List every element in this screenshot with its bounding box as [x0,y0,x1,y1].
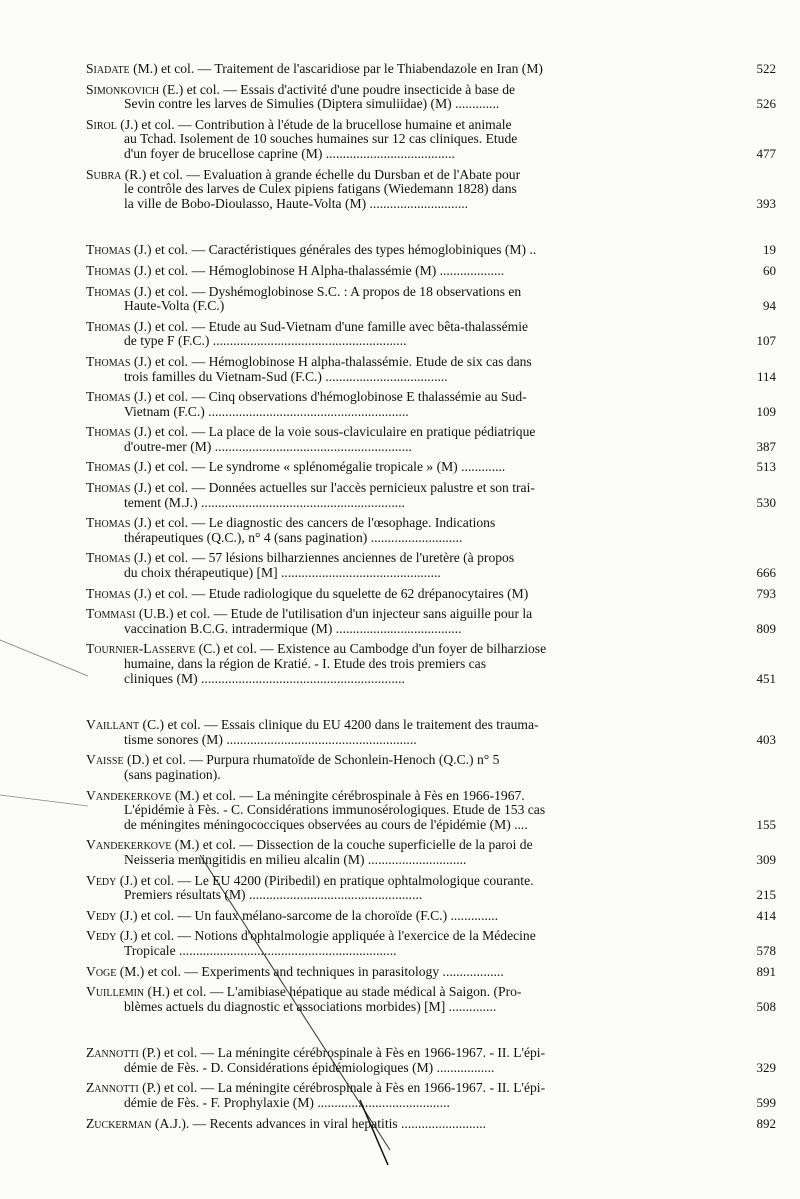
entry-first-line [86,425,638,440]
index-entry [86,243,776,258]
entry-title: (C.) et col. — Essais clinique du EU 4200 dans le traitement des trauma- [139,717,539,733]
entry-title: (C.) et col. — Existence au Cambodge d'un foyer de bilharziose [195,641,547,657]
entry-page-number: 599 [756,1095,776,1111]
entry-title: (P.) et col. — La méningite cérébrospinale à Fès en 1966-1967. - II. L'épi- [138,1045,546,1061]
entry-page-number: 109 [756,403,776,419]
entry-page-number: 387 [756,438,776,454]
entry-text [86,1046,638,1075]
scan-scratch-line [0,795,88,806]
entry-continuation-line: la ville de Bobo-Dioulasso, Haute-Volta (M) ............................. [124,195,469,211]
entry-first-line [86,551,638,566]
index-entry [86,985,776,1014]
index-entry [86,551,776,580]
entry-page-number: 155 [756,816,776,832]
entry-first-line [86,390,638,405]
entry-first-line [86,83,638,98]
entry-text [86,481,638,510]
entry-author: Thomas [86,585,131,601]
index-entry [86,355,776,384]
entry-title: (J.) et col. — Hémoglobinose H Alpha-thalassémie (M) ................... [130,262,505,278]
entry-continuation-line: d'outre-mer (M) .......................................................... [124,438,412,454]
scan-scratch-line [0,640,88,676]
section-gap [86,692,776,718]
entry-author: Thomas [86,459,131,475]
entry-first-line [86,481,638,496]
index-entry [86,607,776,636]
entry-author: Sirol [86,116,117,132]
entry-title: (A.J.). — Recents advances in viral hepatitis ......................... [151,1115,487,1131]
entry-text [86,83,638,112]
index-entry [86,587,776,602]
index-entry [86,1046,776,1075]
entry-continuation-line: tement (M.J.) ............................................................ [124,494,405,510]
entry-first-line [86,516,638,531]
entry-author: Vedy [86,872,117,888]
entry-text [86,753,638,782]
entry-first-line [86,355,638,370]
entry-author: Thomas [86,550,131,566]
entry-page-number: 403 [756,731,776,747]
index-entry [86,753,776,782]
entry-first-line [86,168,638,183]
entry-author: Thomas [86,424,131,440]
entry-author: Thomas [86,283,131,299]
entry-author: Voge [86,963,117,979]
index-entry [86,1117,776,1132]
entry-first-line [86,642,638,657]
entry-first-line [86,838,638,853]
entry-first-line [86,753,638,768]
entry-text [86,642,638,686]
entry-title: (J.) et col. — Le diagnostic des cancers de l'œsophage. Indications [130,515,496,531]
entry-first-line [86,285,638,300]
entry-page-number: 526 [756,96,776,112]
index-entry [86,320,776,349]
entry-first-line [86,874,638,889]
entry-first-line [86,929,638,944]
entry-continuation-line: trois familles du Vietnam-Sud (F.C.) .................................... [124,368,448,384]
entry-author: Vandekerkove [86,837,172,853]
entry-first-line [86,965,638,980]
entry-text [86,587,638,602]
entry-page-number: 451 [756,670,776,686]
entry-author: Vedy [86,907,117,923]
entry-title: (J.) et col. — Notions d'ophtalmologie appliquée à l'exercice de la Médecine [116,928,536,944]
entry-title: (J.) et col. — Caractéristiques générales des types hémoglobiniques (M) .. [130,242,537,258]
entry-page-number: 215 [756,887,776,903]
entry-author: Vaisse [86,752,124,768]
entry-author: Thomas [86,262,131,278]
entry-page-number: 477 [756,145,776,161]
entry-title: (M.) et col. — Traitement de l'ascaridiose par le Thiabendazole en Iran (M) [129,61,543,76]
index-entry [86,874,776,903]
section-gap [86,217,776,243]
entry-page-number: 809 [756,620,776,636]
entry-first-line [86,1117,638,1132]
entry-first-line [86,607,638,622]
entry-title: (M.) et col. — Dissection de la couche superficielle de la paroi de [171,837,533,853]
entry-continuation-line: Tropicale ................................................................ [124,942,397,958]
index-entry [86,83,776,112]
entry-title: (M.) et col. — La méningite cérébrospinale à Fès en 1966-1967. [171,787,525,803]
entry-title: (J.) et col. — Cinq observations d'hémoglobinose E thalassémie au Sud- [130,389,527,405]
entry-text [86,789,638,833]
index-entry [86,718,776,747]
entry-page-number: 793 [756,585,776,601]
entry-title: (R.) et col. — Evaluation à grande échelle du Dursban et de l'Abate pour [121,166,521,182]
entry-page-number: 892 [756,1115,776,1131]
index-entry [86,168,776,212]
entry-text [86,718,638,747]
entry-text [86,264,638,279]
entry-text [86,320,638,349]
entry-text [86,1117,638,1132]
entry-author: Tournier-Lasserve [86,641,196,657]
entry-title: (J.) et col. — Contribution à l'étude de la brucellose humaine et animale [116,116,512,132]
entry-author: Tommasi [86,606,136,622]
entry-continuation-line: le contrôle des larves de Culex pipiens fatigans (Wiedemann 1828) dans [124,181,517,197]
index-entry [86,481,776,510]
entry-page-number: 508 [756,998,776,1014]
entry-first-line [86,118,638,133]
index-entry [86,516,776,545]
entry-page-number: 19 [763,242,776,258]
entry-continuation-line: L'épidémie à Fès. - C. Considérations immunosérologiques. Etude de 153 cas [124,802,546,818]
entry-page-number: 522 [756,61,776,76]
entry-author: Thomas [86,353,131,369]
entry-first-line [86,320,638,335]
entry-text [86,838,638,867]
entry-text [86,909,638,924]
entry-continuation-line: de type F (F.C.) ......................................................... [124,333,407,349]
entry-page-number: 329 [756,1059,776,1075]
entry-text [86,355,638,384]
index-entry [86,264,776,279]
entry-page-number: 60 [763,262,776,278]
entry-title: (P.) et col. — La méningite cérébrospinale à Fès en 1966-1967. - II. L'épi- [138,1080,546,1096]
entry-text [86,62,638,77]
entry-text [86,1081,638,1110]
entry-author: Thomas [86,389,131,405]
index-entries-list [86,62,776,1137]
entry-page-number: 578 [756,942,776,958]
entry-continuation-line: de méningites méningococciques observées au cours de l'épidémie (M) .... [124,816,528,832]
entry-text [86,551,638,580]
entry-text [86,168,638,212]
entry-continuation-line: humaine, dans la région de Kratié. - I. Etude des trois premiers cas [124,656,486,671]
entry-author: Siadate [86,61,130,76]
entry-text [86,607,638,636]
entry-page-number: 513 [756,459,776,475]
index-entry [86,460,776,475]
entry-continuation-line: d'un foyer de brucellose caprine (M) ...................................... [124,145,455,161]
entry-continuation-line: démie de Fès. - F. Prophylaxie (M) ....................................... [124,1095,450,1111]
entry-first-line [86,909,638,924]
entry-text [86,118,638,162]
entry-author: Vuillemin [86,984,145,1000]
entry-first-line [86,264,638,279]
section-gap [86,1020,776,1046]
entry-text [86,243,638,258]
entry-title: (J.) et col. — Le syndrome « splénomégalie tropicale » (M) ............. [130,459,506,475]
entry-text [86,965,638,980]
index-entry [86,62,776,77]
entry-title: (M.) et col. — Experiments and techniques in parasitology .................. [116,963,504,979]
entry-author: Thomas [86,318,131,334]
entry-first-line [86,1046,638,1061]
index-entry [86,965,776,980]
entry-continuation-line: Premiers résultats (M) ................................................... [124,887,423,903]
entry-text [86,516,638,545]
entry-title: (J.) et col. — Hémoglobinose H alpha-thalassémie. Etude de six cas dans [130,353,532,369]
entry-first-line [86,243,638,258]
entry-continuation-line: Neisseria meningitidis en milieu alcalin (M) ............................. [124,851,467,867]
entry-title: (J.) et col. — Le EU 4200 (Piribedil) en pratique ophtalmologique courante. [116,872,534,888]
index-entry [86,789,776,833]
entry-continuation-line: cliniques (M) ............................................................ [124,670,405,686]
entry-title: (U.B.) et col. — Etude de l'utilisation d'un injecteur sans aiguille pour la [135,606,533,622]
entry-first-line [86,789,638,804]
entry-first-line [86,460,638,475]
entry-text [86,425,638,454]
entry-text [86,874,638,903]
entry-page-number: 94 [763,298,776,314]
index-entry [86,929,776,958]
entry-continuation-line: au Tchad. Isolement de 10 souches humaines sur 12 cas cliniques. Etude [124,131,518,147]
entry-author: Subra [86,166,122,182]
entry-continuation-line: tisme sonores (M) ........................................................ [124,731,417,747]
entry-continuation-line: du choix thérapeutique) [M] ............................................... [124,565,441,581]
entry-first-line [86,718,638,733]
entry-author: Zannotti [86,1080,139,1096]
entry-text [86,929,638,958]
entry-continuation-line: vaccination B.C.G. intradermique (M) ..................................... [124,620,462,636]
entry-first-line [86,62,638,77]
index-entry [86,285,776,314]
entry-author: Thomas [86,515,131,531]
entry-continuation-line: démie de Fès. - D. Considérations épidémiologiques (M) ................. [124,1059,495,1075]
entry-text [86,390,638,419]
entry-page-number: 393 [756,195,776,211]
index-entry [86,390,776,419]
entry-author: Vedy [86,928,117,944]
entry-author: Thomas [86,242,131,258]
entry-title: (H.) et col. — L'amibiase hépatique au stade médical à Saigon. (Pro- [144,984,522,1000]
entry-author: Zuckerman [86,1115,152,1131]
entry-page-number: 309 [756,851,776,867]
entry-continuation-line: thérapeutiques (Q.C.), n° 4 (sans pagination) ........................... [124,529,463,545]
entry-page-number: 666 [756,565,776,581]
entry-title: (J.) et col. — Données actuelles sur l'accès pernicieux palustre et son trai- [130,480,535,496]
entry-title: (J.) et col. — Etude radiologique du squelette de 62 drépanocytaires (M) [130,585,529,601]
entry-continuation-line: Haute-Volta (F.C.) [124,298,225,314]
entry-continuation-line: Sevin contre les larves de Simulies (Diptera simuliidae) (M) ............. [124,96,500,112]
index-entry [86,642,776,686]
index-entry [86,1081,776,1110]
entry-text [86,460,638,475]
entry-title: (J.) et col. — Dyshémoglobinose S.C. : A propos de 18 observations en [130,283,522,299]
entry-page-number: 891 [756,963,776,979]
entry-title: (E.) et col. — Essais d'activité d'une poudre insecticide à base de [159,81,516,97]
entry-page-number: 414 [756,907,776,923]
entry-title: (D.) et col. — Purpura rhumatoïde de Schonlein-Henoch (Q.C.) n° 5 [123,752,500,768]
index-entry [86,838,776,867]
entry-title: (J.) et col. — La place de la voie sous-claviculaire en pratique pédiatrique [130,424,536,440]
entry-author: Vandekerkove [86,787,172,803]
entry-continuation-line: (sans pagination). [124,766,221,782]
entry-page-number: 530 [756,494,776,510]
entry-continuation-line: blèmes actuels du diagnostic et associations morbides) [M] .............. [124,998,497,1014]
entry-title: (J.) et col. — 57 lésions bilharziennes anciennes de l'uretère (à propos [130,550,515,566]
entry-page-number: 107 [756,333,776,349]
entry-author: Simonkovich [86,81,160,97]
entry-first-line [86,587,638,602]
entry-text [86,985,638,1014]
entry-text [86,285,638,314]
index-entry [86,909,776,924]
entry-author: Vaillant [86,717,140,733]
entry-author: Thomas [86,480,131,496]
entry-title: (J.) et col. — Etude au Sud-Vietnam d'une famille avec bêta-thalassémie [130,318,529,334]
entry-page-number: 114 [756,368,776,384]
index-entry [86,425,776,454]
entry-continuation-line: Vietnam (F.C.) ........................................................... [124,403,409,419]
entry-author: Zannotti [86,1045,139,1061]
entry-title: (J.) et col. — Un faux mélano-sarcome de la choroïde (F.C.) .............. [116,907,499,923]
entry-first-line [86,985,638,1000]
index-entry [86,118,776,162]
entry-first-line [86,1081,638,1096]
